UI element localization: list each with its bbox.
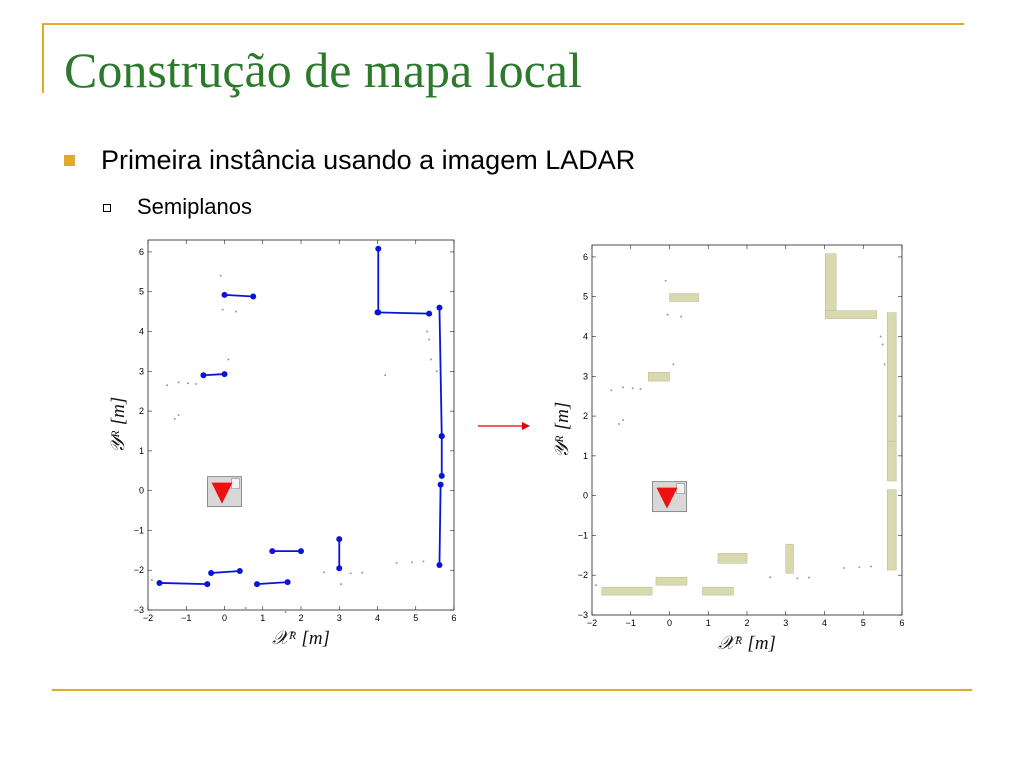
- scan-point: [680, 316, 682, 318]
- scan-point: [428, 338, 430, 340]
- y-tick-label: −3: [577, 610, 588, 620]
- segment-line: [378, 312, 430, 313]
- x-tick-label: 0: [221, 613, 228, 623]
- segment-endpoint: [269, 548, 275, 554]
- plot-area: [148, 240, 454, 610]
- segment-endpoint: [222, 292, 228, 298]
- scan-point: [858, 566, 860, 568]
- scan-point: [884, 363, 886, 365]
- scan-point: [187, 382, 189, 384]
- robot-icon-flag: [677, 484, 685, 494]
- segment-endpoint: [439, 433, 445, 439]
- segment-endpoint: [254, 581, 260, 587]
- bullet-text-2: Semiplanos: [137, 194, 252, 219]
- scan-point: [396, 562, 398, 564]
- y-tick-label: 4: [138, 326, 144, 337]
- scan-point: [384, 374, 386, 376]
- segment-endpoint: [436, 305, 442, 311]
- y-tick-label: −2: [133, 565, 144, 576]
- scan-point: [151, 579, 153, 581]
- scan-point: [174, 418, 176, 420]
- bullet-text-1: Primeira instância usando a imagem LADAR: [101, 145, 636, 175]
- scan-point: [595, 584, 597, 586]
- segments-map-chart: [100, 235, 470, 660]
- segment-line: [203, 374, 224, 375]
- x-tick-label: −2: [586, 618, 598, 628]
- scan-point: [843, 567, 845, 569]
- scan-point: [769, 576, 771, 578]
- scan-point: [665, 280, 667, 282]
- y-tick-label: 0: [138, 485, 144, 496]
- frame-top-rule: [42, 23, 964, 25]
- scan-point: [195, 383, 197, 385]
- y-tick-label: 2: [582, 411, 588, 422]
- x-tick-label: −2: [142, 613, 154, 623]
- segment-endpoint: [336, 565, 342, 571]
- scan-point: [430, 358, 432, 360]
- scan-point: [222, 309, 224, 311]
- scan-point: [422, 560, 424, 562]
- segment-endpoint: [204, 581, 210, 587]
- scan-point: [426, 331, 428, 333]
- bullet-hollow-square-icon: [103, 204, 111, 212]
- segment-endpoint: [439, 473, 445, 479]
- y-tick-label: 1: [582, 450, 588, 461]
- semiplane-patch: [602, 587, 652, 595]
- slide-title: Construção de mapa local: [64, 42, 582, 98]
- semiplane-patch: [718, 553, 747, 563]
- frame-bottom-rule: [52, 689, 972, 691]
- scan-point: [667, 314, 669, 316]
- y-tick-label: 6: [582, 251, 588, 262]
- x-tick-label: 0: [666, 618, 673, 628]
- scan-point: [436, 370, 438, 372]
- segment-endpoint: [285, 579, 291, 585]
- semiplane-patch: [648, 372, 669, 381]
- semiplanes-map-chart: [540, 240, 910, 665]
- y-tick-label: 4: [582, 331, 588, 342]
- y-tick-label: 3: [582, 371, 588, 382]
- x-tick-label: 1: [260, 613, 266, 623]
- transition-arrow-icon: [470, 418, 532, 434]
- y-tick-label: 3: [138, 366, 144, 377]
- y-tick-label: 2: [138, 406, 144, 417]
- frame-left-rule: [42, 23, 44, 93]
- x-axis-label: 𝒳ᴿ [m]: [272, 628, 330, 649]
- y-tick-label: 5: [582, 291, 588, 302]
- semiplane-patch: [786, 544, 794, 573]
- robot-icon-flag: [232, 479, 240, 489]
- scan-point: [622, 386, 624, 388]
- segment-endpoint: [438, 482, 444, 488]
- scan-point: [622, 419, 624, 421]
- scan-point: [235, 311, 237, 313]
- x-axis-label: 𝒳ᴿ [m]: [718, 633, 776, 654]
- scan-point: [639, 388, 641, 390]
- y-tick-label: 1: [138, 445, 144, 456]
- x-tick-label: 5: [860, 618, 866, 628]
- scan-point: [350, 572, 352, 574]
- scan-point: [672, 363, 674, 365]
- x-tick-label: 4: [374, 613, 381, 623]
- scan-point: [870, 565, 872, 567]
- scan-point: [227, 358, 229, 360]
- semiplane-patch: [702, 587, 733, 595]
- segment-line: [159, 583, 207, 584]
- segment-endpoint: [222, 371, 228, 377]
- segment-endpoint: [208, 570, 214, 576]
- semiplane-patch: [887, 490, 896, 570]
- x-tick-label: −1: [181, 613, 192, 623]
- y-tick-label: −1: [577, 530, 588, 541]
- bullet-square-icon: [64, 155, 75, 166]
- scan-point: [880, 336, 882, 338]
- scan-point: [220, 275, 222, 277]
- semiplane-patch: [656, 577, 687, 585]
- scan-point: [361, 572, 363, 574]
- segment-endpoint: [436, 562, 442, 568]
- segment-endpoint: [426, 311, 432, 317]
- segment-endpoint: [298, 548, 304, 554]
- y-axis-label: 𝒴ᴿ [m]: [108, 396, 129, 454]
- x-tick-label: 2: [298, 613, 304, 623]
- segment-endpoint: [237, 568, 243, 574]
- y-tick-label: −3: [133, 605, 144, 615]
- x-tick-label: 6: [451, 613, 457, 623]
- scan-point: [610, 389, 612, 391]
- scan-point: [285, 611, 287, 613]
- scan-point: [411, 561, 413, 563]
- semiplane-patch: [825, 254, 836, 317]
- semiplane-patch: [887, 441, 896, 481]
- x-tick-label: 4: [821, 618, 828, 628]
- scan-point: [808, 577, 810, 579]
- semiplane-patch: [670, 294, 699, 302]
- segment-endpoint: [156, 580, 162, 586]
- scan-point: [796, 577, 798, 579]
- x-tick-label: 3: [783, 618, 789, 628]
- scan-point: [340, 583, 342, 585]
- x-tick-label: 2: [744, 618, 750, 628]
- y-tick-label: −1: [133, 525, 144, 536]
- scan-point: [166, 384, 168, 386]
- scan-point: [882, 343, 884, 345]
- semiplane-patch: [887, 313, 896, 442]
- scan-point: [618, 423, 620, 425]
- segment-endpoint: [375, 246, 381, 252]
- x-tick-label: −1: [625, 618, 636, 628]
- segment-endpoint: [200, 372, 206, 378]
- scan-point: [323, 571, 325, 573]
- semiplane-patch: [825, 311, 877, 319]
- segment-endpoint: [375, 309, 381, 315]
- y-tick-label: 0: [582, 490, 588, 501]
- y-tick-label: −2: [577, 570, 588, 581]
- x-tick-label: 6: [899, 618, 905, 628]
- y-tick-label: 6: [138, 246, 144, 257]
- segment-endpoint: [336, 536, 342, 542]
- scan-point: [245, 607, 247, 609]
- x-tick-label: 3: [336, 613, 342, 623]
- scan-point: [178, 414, 180, 416]
- x-tick-label: 1: [705, 618, 711, 628]
- scan-point: [632, 387, 634, 389]
- scan-point: [178, 381, 180, 383]
- segment-endpoint: [250, 293, 256, 299]
- y-tick-label: 5: [138, 286, 144, 297]
- y-axis-label: 𝒴ᴿ [m]: [552, 401, 573, 459]
- segment-line: [439, 485, 440, 565]
- x-tick-label: 5: [413, 613, 419, 623]
